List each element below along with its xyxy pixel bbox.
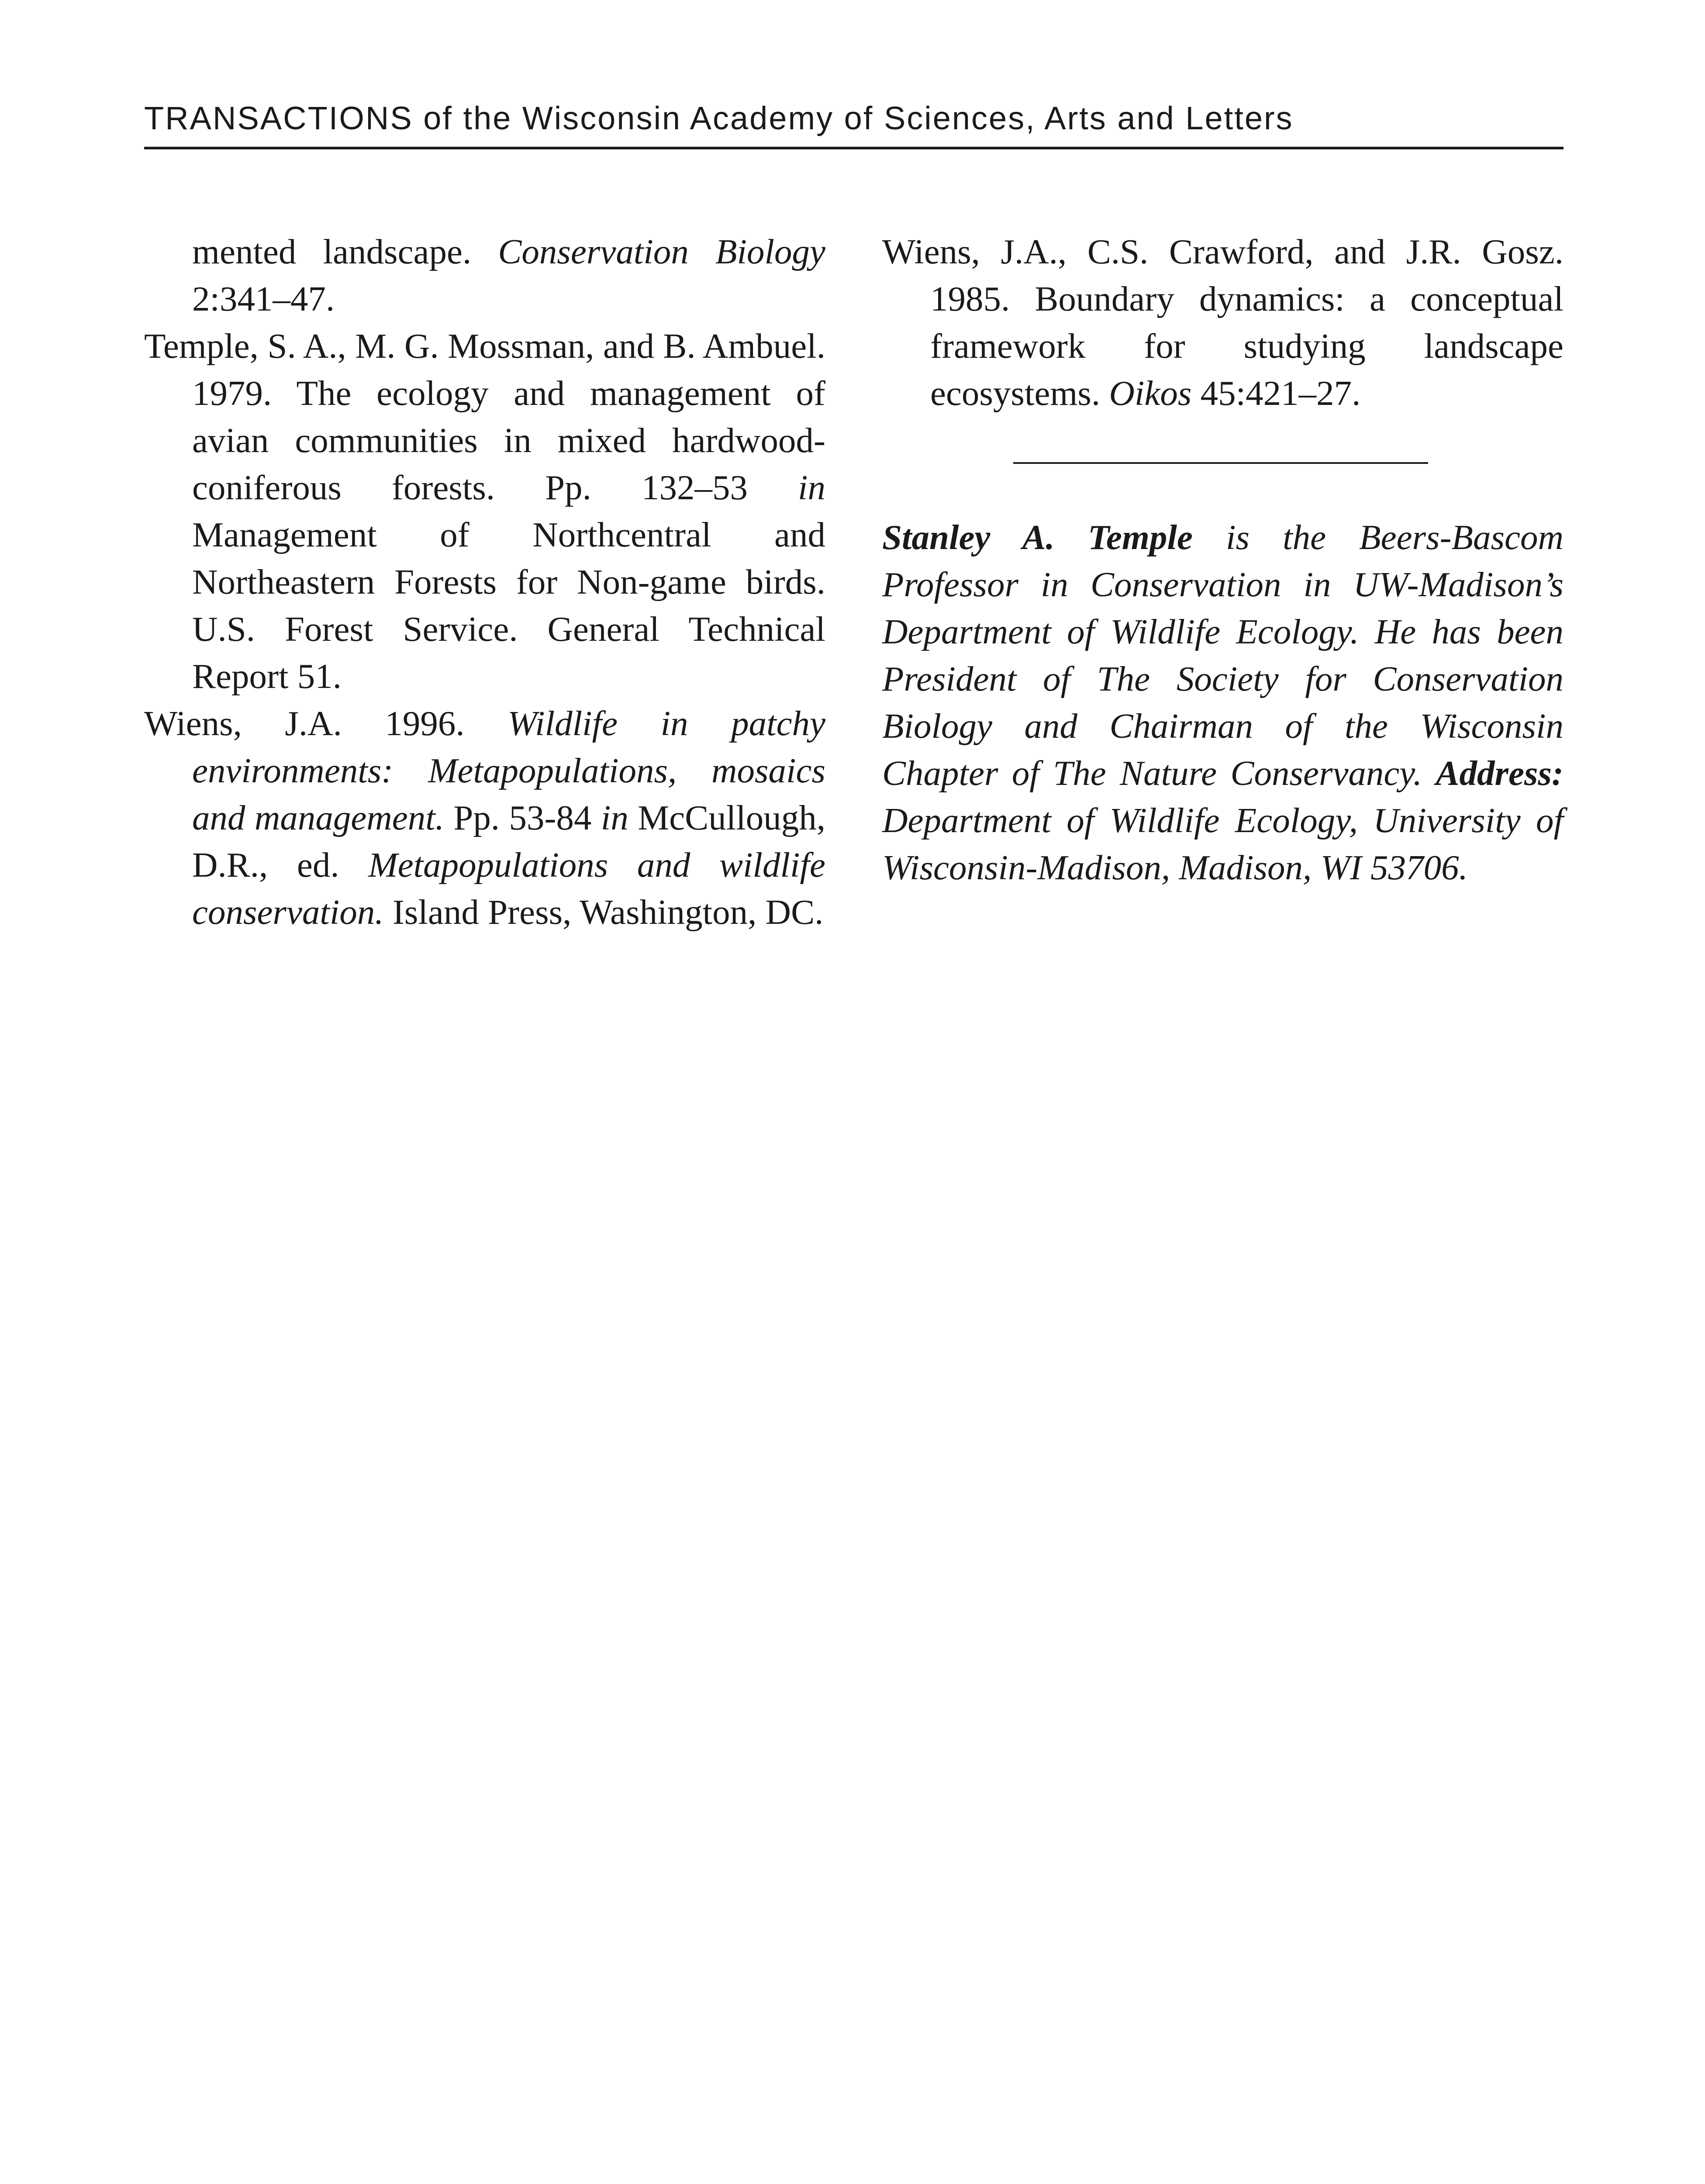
ref-journal: Conservation Biology (498, 232, 826, 271)
ref-book: Metapopulations and wildlife conservation. (192, 845, 825, 932)
ref-text: Management of Northcentral and Northeastern Forests for Non-game birds. U.S. Forest Service. General Technical Report 51. (192, 515, 825, 696)
ref-text: McCullough, D.R., ed. (192, 798, 825, 885)
left-column (144, 228, 825, 936)
right-column (882, 228, 1563, 417)
address-label: Address: (1436, 753, 1563, 793)
ref-text: mented landscape. (192, 232, 498, 271)
ref-in: in (601, 798, 628, 837)
bio-address: Department of Wildlife Ecology, University of Wisconsin-Madison, Madison, WI 53706. (882, 801, 1563, 887)
ref-text: Island Press, Washington, DC. (383, 892, 824, 932)
reference-wiens-1985 (882, 228, 1563, 417)
section-divider (1013, 462, 1428, 464)
author-bio (882, 514, 1563, 891)
ref-journal: Oikos (1109, 373, 1192, 413)
reference-wiens-1996 (144, 700, 825, 936)
ref-text: Wiens, J.A. 1996. (144, 704, 508, 743)
ref-title: Wildlife in patchy environments: Metapopulations, mosaics and management. (192, 704, 825, 837)
ref-text: Wiens, J.A., C.S. Crawford, and J.R. Gosz. 1985. Boundary dynamics: a conceptual framework for studying landscape ecosystems. (882, 232, 1563, 413)
bio-text: is the Beers-Bascom Professor in Conservation in UW-Madison’s Department of Wildlife Ecology. He has been President of The Society for Conservation Biology and Chairman of the Wisconsin Chapter of The Nature Conservancy. (882, 518, 1563, 793)
ref-text: 2:341–47. (192, 279, 335, 318)
author-name: Stanley A. Temple (882, 518, 1193, 557)
reference-temple-1979 (144, 322, 825, 700)
ref-in: in (797, 468, 825, 507)
header-rule (144, 147, 1563, 149)
reference-continuation (144, 228, 825, 322)
ref-text: Temple, S. A., M. G. Mossman, and B. Ambuel. 1979. The ecology and management of avian communities in mixed hardwood-coniferous forests. Pp. 132–53 (144, 326, 825, 507)
ref-text: Pp. 53-84 (444, 798, 601, 837)
running-header: TRANSACTIONS of the Wisconsin Academy of Sciences, Arts and Letters (144, 100, 1294, 136)
ref-text: 45:421–27. (1191, 373, 1361, 413)
